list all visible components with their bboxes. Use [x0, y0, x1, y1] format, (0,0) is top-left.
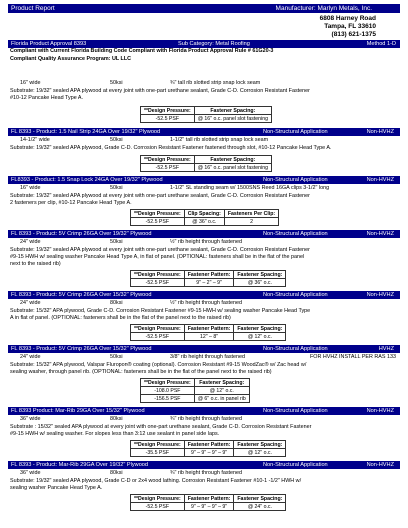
application-type: Non-Structural Application — [263, 346, 328, 352]
panel-strength: 80ksi — [110, 416, 123, 422]
address-phone: (813) 621-1375 — [331, 31, 376, 38]
table-cell: -52.5 PSF — [141, 115, 195, 123]
product-title: FL 8393 Product: Mar-Rib 29GA Over 15/32" Plywood — [11, 408, 145, 414]
table-cell: **Design Pressure: — [141, 379, 195, 387]
panel-strength: 50ksi — [110, 80, 123, 86]
design-pressure-table — [130, 209, 279, 226]
table-cell: @ 36" o.c. — [184, 218, 224, 226]
table-cell: **Design Pressure: — [131, 210, 185, 218]
panel-width: 24" wide — [20, 239, 41, 245]
table-cell: -52.5 PSF — [131, 218, 185, 226]
report-title: Product Report — [11, 5, 55, 12]
compliance-line: Compliant with Current Florida Building Code Compliant with Florida Product Approval Rule # 61G20-3 — [10, 48, 274, 54]
substrate-text: Substrate: 15/32" APA plywood, Grade C-D. Corrosion Resistant Fastener #9-15 HWH w/ sealing washer Pancake Head Type — [10, 308, 311, 314]
table-cell: @ 12" o.c. — [194, 387, 249, 395]
product-title: FL 8393 - Product: 1.5 Nail Strip 24GA Over 19/32" Plywood — [11, 129, 161, 135]
table-cell: **Design Pressure: — [141, 156, 195, 164]
panel-profile: ½" rib height through fastened — [170, 300, 243, 306]
product-bar — [8, 345, 400, 353]
panel-profile: ¾" rib height through fastened — [170, 470, 243, 476]
product-bar — [8, 176, 400, 184]
table-cell: @ 24" o.c. — [234, 503, 286, 511]
table-cell: @ 12" o.c. — [234, 333, 286, 341]
table-cell: Fastener Spacing: — [194, 107, 271, 115]
application-type: Non-Structural Application — [263, 129, 328, 135]
approval-bar — [8, 40, 400, 48]
substrate-text: Substrate: 19/32" sealed APA plywood at every joint with one-part urethane sealant, Grade C-D. Corrosion Resistant Fastener — [10, 88, 310, 94]
panel-strength: 50ksi — [110, 354, 123, 360]
substrate-text: sealing washer Pancake Head Type A. — [10, 485, 103, 491]
table-cell: **Design Pressure: — [131, 325, 185, 333]
substrate-text: Substrate: 15/32" APA plywood, Valspar Fluropon® coating (optional). Corrosion Resistant #9-15 WoodZac® w/ Zac head w/ — [10, 362, 307, 368]
table-cell: @ 12" o.c. — [234, 449, 286, 457]
product-bar — [8, 407, 400, 415]
application-type: Non-Structural Application — [263, 231, 328, 237]
design-pressure-table — [130, 270, 286, 287]
panel-profile: 3/8" rib height through fastened — [170, 354, 246, 360]
product-bar — [8, 128, 400, 136]
table-cell: Fasteners Per Clip: — [224, 210, 278, 218]
panel-width: 36" wide — [20, 416, 41, 422]
table-cell: **Design Pressure: — [131, 271, 185, 279]
application-type: Non-Structural Application — [263, 462, 328, 468]
table-cell: -52.5 PSF — [131, 333, 185, 341]
panel-width: 24" wide — [20, 354, 41, 360]
table-cell: 2 — [224, 218, 278, 226]
hvhz-status: Non-HVHZ — [366, 292, 394, 298]
application-type: Non-Structural Application — [263, 177, 328, 183]
substrate-text: Substrate : 15/32" sealed APA plywood at every joint with one-part urethane sealant, Grade C-D. Corrosion Resistant Fastener — [10, 424, 312, 430]
panel-strength: 50ksi — [110, 137, 123, 143]
substrate-text: A in flat of panel. (OPTIONAL: fasteners shall be in the flat of the panel next to the raised rib) — [10, 315, 231, 321]
hvhz-status: Non-HVHZ — [366, 129, 394, 135]
table-cell: -108.0 PSF — [141, 387, 195, 395]
substrate-text: Substrate: 19/32" sealed APA plywood, Grade C-D or 2x4 wood lathing. Corrosion Resistant Fastener #10-1 -1/2" HWH w/ — [10, 478, 302, 484]
table-cell: **Design Pressure: — [131, 441, 185, 449]
product-bar — [8, 230, 400, 238]
table-cell: 12" – 8" — [184, 333, 234, 341]
design-pressure-table — [130, 324, 286, 341]
table-cell: -52.5 PSF — [131, 279, 185, 287]
table-cell: Fastener Spacing: — [194, 156, 271, 164]
panel-profile: ½" rib height through fastened — [170, 239, 243, 245]
substrate-text: #9-15 HWH w/ sealing washer. For slopes less than 3:12 use sealant in panel side laps. — [10, 431, 220, 437]
product-bar — [8, 461, 400, 469]
method: Method 1-D — [366, 41, 396, 47]
substrate-text: #9-15 HWH w/ sealing washer Pancake Head Type A, in flat of panel. (OPTIONAL: fasteners shall be in the flat of the panel — [10, 254, 305, 260]
panel-strength: 80ksi — [110, 300, 123, 306]
panel-profile: 1-1/2" tall rib slotted strip snap lock seam — [170, 137, 269, 143]
panel-strength: 50ksi — [110, 185, 123, 191]
table-cell: Clip Spacing: — [184, 210, 224, 218]
hvhz-status: Non-HVHZ — [366, 462, 394, 468]
table-cell: Fastener Spacing: — [234, 495, 286, 503]
application-type: Non-Structural Application — [263, 292, 328, 298]
application-type: Non-Structural Application — [263, 408, 328, 414]
approval-number: Florida Product Approval 8393 — [11, 41, 87, 47]
table-cell: 9" – 2" – 9" — [184, 279, 234, 287]
product-title: FL 8393 - Product: 5V Crimp 26GA Over 19/32" Plywood — [11, 231, 152, 237]
substrate-text: Substrate: 19/32" sealed APA plywood at every joint with one-part urethane sealant, Grade C-D. Corrosion Resistant Fastener — [10, 247, 310, 253]
substrate-text: #10-12 Pancake Head Type A. — [10, 95, 84, 101]
panel-profile: 1-1/2" SL standing seam w/ 1500SNS Reed 16GA clips 3-1/2" long — [170, 185, 330, 191]
hvhz-install-note: FOR HVHZ INSTALL PER RAS 133 — [310, 354, 396, 360]
design-pressure-table — [140, 378, 250, 403]
table-cell: 9" – 9" – 9" – 9" — [184, 449, 234, 457]
panel-strength: 80ksi — [110, 470, 123, 476]
table-cell: **Design Pressure: — [131, 495, 185, 503]
table-cell: 9" – 9" – 9" – 9" — [184, 503, 234, 511]
table-cell: Fastener Pattern: — [184, 271, 234, 279]
substrate-text: 2 fasteners per clip, #10-12 Pancake Head Type A. — [10, 200, 132, 206]
substrate-text: sealing washer, through panel rib. (OPTIONAL: fasteners shall be in the flat of the panel next to the raised rib) — [10, 369, 272, 375]
table-cell: Fastener Pattern: — [184, 441, 234, 449]
table-cell: Fastener Spacing: — [234, 325, 286, 333]
manufacturer-name: Manufacturer: Marlyn Metals, Inc. — [275, 5, 372, 12]
table-cell: -35.5 PSF — [131, 449, 185, 457]
table-cell: Fastener Spacing: — [194, 379, 249, 387]
panel-profile: ¾" tall rib slotted strip snap lock seam — [170, 80, 261, 86]
panel-width: 24" wide — [20, 300, 41, 306]
panel-width: 14-1/2" wide — [20, 137, 50, 143]
table-cell: -156.5 PSF — [141, 395, 195, 403]
product-title: FL 8393 - Product: 5V Crimp 26GA Over 15/32" Plywood — [11, 346, 152, 352]
address-city: Tampa, FL 33610 — [324, 23, 376, 30]
table-cell: @ 36" o.c. — [234, 279, 286, 287]
sub-category: Sub Category: Metal Roofing — [178, 41, 250, 47]
panel-profile: ¾" rib height through fastened — [170, 416, 243, 422]
hvhz-status: Non-HVHZ — [366, 177, 394, 183]
panel-width: 16" wide — [20, 80, 41, 86]
compliance-line: Compliant Quality Assurance Program: UL LLC — [10, 56, 132, 62]
panel-width: 16" wide — [20, 185, 41, 191]
table-cell: **Design Pressure: — [141, 107, 195, 115]
table-cell: @ 6" o.c. in panel rib — [194, 395, 249, 403]
panel-width: 36" wide — [20, 470, 41, 476]
design-pressure-table — [130, 440, 286, 457]
table-cell: Fastener Spacing: — [234, 271, 286, 279]
hvhz-status: Non-HVHZ — [366, 231, 394, 237]
table-cell: -52.5 PSF — [141, 164, 195, 172]
hvhz-status: Non-HVHZ — [366, 408, 394, 414]
product-title: FL 8393 - Product: Mar-Rib 29GA Over 19/32" Plywood — [11, 462, 149, 468]
address-street: 6808 Harney Road — [319, 15, 376, 22]
report-header-bar — [8, 4, 400, 13]
product-bar — [8, 291, 400, 299]
hvhz-status: HVHZ — [378, 346, 394, 352]
table-cell: -52.5 PSF — [131, 503, 185, 511]
table-cell: Fastener Pattern: — [184, 325, 234, 333]
design-pressure-table — [130, 494, 286, 511]
panel-strength: 50ksi — [110, 239, 123, 245]
substrate-text: Substrate: 19/32" sealed APA plywood, Grade C-D. Corrosion Resistant Fastener fastened through slot, #10-12 Pancake Head Type A. — [10, 145, 332, 151]
table-cell: Fastener Pattern: — [184, 495, 234, 503]
product-title: FL8393 - Product: 1.5 Snap Lock 24GA Over 19/32" Plywood — [11, 177, 163, 183]
table-cell: Fastener Spacing: — [234, 441, 286, 449]
substrate-text: Substrate: 19/32" sealed APA plywood at every joint with one-part urethane sealant, Grade C-D. Corrosion Resistant Fastener — [10, 193, 310, 199]
table-cell: @ 16" o.c. panel slot fastening — [194, 115, 271, 123]
design-pressure-table — [140, 155, 272, 172]
product-title: FL 8393 - Product: 5V Crimp 26GA Over 15/32" Plywood — [11, 292, 152, 298]
design-pressure-table — [140, 106, 272, 123]
table-cell: @ 16" o.c. panel slot fastening — [194, 164, 271, 172]
substrate-text: next to the raised rib) — [10, 261, 61, 267]
